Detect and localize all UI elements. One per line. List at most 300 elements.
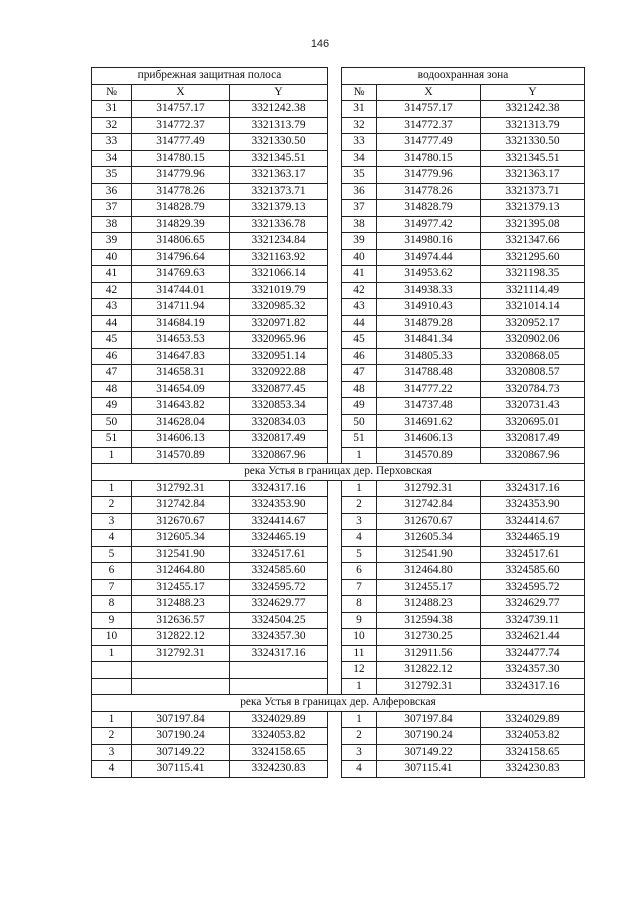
left-x-cell: 312636.57 xyxy=(132,612,230,629)
title-row xyxy=(92,68,585,85)
right-y-cell: 3324158.65 xyxy=(481,744,585,761)
table-row xyxy=(92,365,585,382)
right-y-cell: 3320784.73 xyxy=(481,381,585,398)
left-y-cell: 3324585.60 xyxy=(230,563,328,580)
left-x-cell: 314829.39 xyxy=(132,216,230,233)
right-num-cell: 3 xyxy=(342,513,377,530)
column-gap xyxy=(328,101,342,118)
left-num-cell: 4 xyxy=(92,761,132,778)
right-y-cell: 3321242.38 xyxy=(481,101,585,118)
section-title: река Устья в границах дер. Алферовская xyxy=(92,695,585,712)
left-num-cell: 36 xyxy=(92,183,132,200)
table-body xyxy=(92,68,585,778)
left-x-cell: 314779.96 xyxy=(132,167,230,184)
table-row xyxy=(92,596,585,613)
left-num-cell: 3 xyxy=(92,744,132,761)
left-x-cell: 312792.31 xyxy=(132,645,230,662)
right-num-cell: 51 xyxy=(342,431,377,448)
left-y-cell: 3324595.72 xyxy=(230,579,328,596)
table-row xyxy=(92,332,585,349)
right-y-cell: 3321330.50 xyxy=(481,134,585,151)
left-y-cell: 3320985.32 xyxy=(230,299,328,316)
left-y-cell: 3320965.96 xyxy=(230,332,328,349)
page-number: 146 xyxy=(310,38,330,50)
left-num-cell: 1 xyxy=(92,447,132,464)
right-x-cell: 307149.22 xyxy=(377,744,481,761)
table-row xyxy=(92,150,585,167)
left-y-cell: 3324357.30 xyxy=(230,629,328,646)
left-num-header: № xyxy=(92,84,132,101)
table-row xyxy=(92,579,585,596)
right-title: водоохранная зона xyxy=(342,68,585,85)
left-x-cell: 314744.01 xyxy=(132,282,230,299)
column-gap xyxy=(328,678,342,695)
left-num-cell: 46 xyxy=(92,348,132,365)
right-x-cell: 314779.96 xyxy=(377,167,481,184)
right-num-cell: 34 xyxy=(342,150,377,167)
left-y-cell: 3324317.16 xyxy=(230,645,328,662)
section-title-row xyxy=(92,695,585,712)
right-y-cell: 3324465.19 xyxy=(481,530,585,547)
column-gap xyxy=(328,216,342,233)
right-y-cell: 3320952.17 xyxy=(481,315,585,332)
table-row xyxy=(92,101,585,118)
column-gap xyxy=(328,546,342,563)
right-num-cell: 45 xyxy=(342,332,377,349)
table-row xyxy=(92,398,585,415)
left-y-cell: 3320834.03 xyxy=(230,414,328,431)
right-x-cell: 312822.12 xyxy=(377,662,481,679)
right-x-cell: 314780.15 xyxy=(377,150,481,167)
right-y-cell: 3324595.72 xyxy=(481,579,585,596)
right-num-cell: 49 xyxy=(342,398,377,415)
left-y-cell: 3324465.19 xyxy=(230,530,328,547)
left-x-cell: 312822.12 xyxy=(132,629,230,646)
right-num-header: № xyxy=(342,84,377,101)
left-x-cell: 307115.41 xyxy=(132,761,230,778)
right-y-cell: 3324621.44 xyxy=(481,629,585,646)
table-row xyxy=(92,645,585,662)
left-y-cell: 3321373.71 xyxy=(230,183,328,200)
table-row xyxy=(92,431,585,448)
right-y-cell: 3321295.60 xyxy=(481,249,585,266)
right-y-cell: 3320902.06 xyxy=(481,332,585,349)
table-row xyxy=(92,200,585,217)
right-x-cell: 307190.24 xyxy=(377,728,481,745)
left-num-cell: 9 xyxy=(92,612,132,629)
left-num-cell: 8 xyxy=(92,596,132,613)
table-row xyxy=(92,299,585,316)
right-x-cell: 314938.33 xyxy=(377,282,481,299)
left-num-cell: 1 xyxy=(92,645,132,662)
column-gap xyxy=(328,711,342,728)
left-x-cell: 307197.84 xyxy=(132,711,230,728)
left-y-cell: 3320877.45 xyxy=(230,381,328,398)
right-num-cell: 8 xyxy=(342,596,377,613)
column-gap xyxy=(328,513,342,530)
right-y-cell: 3324029.89 xyxy=(481,711,585,728)
column-gap xyxy=(328,282,342,299)
table-row xyxy=(92,414,585,431)
table-row xyxy=(92,233,585,250)
left-num-cell: 34 xyxy=(92,150,132,167)
right-num-cell: 33 xyxy=(342,134,377,151)
right-num-cell: 1 xyxy=(342,678,377,695)
left-y-cell: 3324517.61 xyxy=(230,546,328,563)
right-y-cell: 3320868.05 xyxy=(481,348,585,365)
left-num-cell xyxy=(92,678,132,695)
right-num-cell: 11 xyxy=(342,645,377,662)
left-num-cell: 2 xyxy=(92,728,132,745)
right-x-cell: 314953.62 xyxy=(377,266,481,283)
right-num-cell: 43 xyxy=(342,299,377,316)
right-x-cell: 314841.34 xyxy=(377,332,481,349)
right-y-cell: 3321114.49 xyxy=(481,282,585,299)
left-num-cell: 49 xyxy=(92,398,132,415)
left-y-cell: 3321330.50 xyxy=(230,134,328,151)
table-row xyxy=(92,761,585,778)
column-gap xyxy=(328,249,342,266)
column-gap xyxy=(328,183,342,200)
left-y-cell: 3320867.96 xyxy=(230,447,328,464)
table-row xyxy=(92,282,585,299)
section-title-row xyxy=(92,464,585,481)
left-x-cell: 314684.19 xyxy=(132,315,230,332)
left-x-cell: 314769.63 xyxy=(132,266,230,283)
left-x-cell: 312670.67 xyxy=(132,513,230,530)
left-x-cell: 314606.13 xyxy=(132,431,230,448)
column-gap xyxy=(328,414,342,431)
left-y-cell xyxy=(230,662,328,679)
column-gap xyxy=(328,629,342,646)
left-num-cell xyxy=(92,662,132,679)
right-x-cell: 312792.31 xyxy=(377,678,481,695)
left-y-cell: 3324414.67 xyxy=(230,513,328,530)
right-x-cell: 312742.84 xyxy=(377,497,481,514)
left-y-header: Y xyxy=(230,84,328,101)
column-gap xyxy=(328,266,342,283)
column-gap xyxy=(328,381,342,398)
right-num-cell: 5 xyxy=(342,546,377,563)
left-num-cell: 41 xyxy=(92,266,132,283)
column-gap xyxy=(328,447,342,464)
table-row xyxy=(92,183,585,200)
left-num-cell: 1 xyxy=(92,480,132,497)
right-x-cell: 314570.89 xyxy=(377,447,481,464)
right-x-cell: 312792.31 xyxy=(377,480,481,497)
right-x-cell: 314606.13 xyxy=(377,431,481,448)
right-num-cell: 32 xyxy=(342,117,377,134)
left-num-cell: 1 xyxy=(92,711,132,728)
left-y-cell: 3321019.79 xyxy=(230,282,328,299)
right-y-cell: 3320867.96 xyxy=(481,447,585,464)
right-y-cell: 3321347.66 xyxy=(481,233,585,250)
right-x-cell: 314772.37 xyxy=(377,117,481,134)
column-gap xyxy=(328,431,342,448)
right-y-cell: 3324230.83 xyxy=(481,761,585,778)
left-y-cell: 3324029.89 xyxy=(230,711,328,728)
column-gap xyxy=(328,299,342,316)
left-x-cell: 312541.90 xyxy=(132,546,230,563)
left-y-cell: 3324053.82 xyxy=(230,728,328,745)
right-num-cell: 38 xyxy=(342,216,377,233)
column-gap xyxy=(328,200,342,217)
table-row xyxy=(92,447,585,464)
left-x-cell: 314653.53 xyxy=(132,332,230,349)
right-y-cell: 3324353.90 xyxy=(481,497,585,514)
right-x-cell: 314828.79 xyxy=(377,200,481,217)
right-num-cell: 7 xyxy=(342,579,377,596)
left-x-cell: 307190.24 xyxy=(132,728,230,745)
right-x-header: X xyxy=(377,84,481,101)
left-y-cell: 3321336.78 xyxy=(230,216,328,233)
right-num-cell: 4 xyxy=(342,761,377,778)
left-x-cell: 312455.17 xyxy=(132,579,230,596)
right-x-cell: 314788.48 xyxy=(377,365,481,382)
left-num-cell: 3 xyxy=(92,513,132,530)
column-gap xyxy=(328,744,342,761)
right-num-cell: 1 xyxy=(342,480,377,497)
table-row xyxy=(92,216,585,233)
column-gap xyxy=(328,84,342,101)
table-row xyxy=(92,117,585,134)
table-row xyxy=(92,728,585,745)
column-gap xyxy=(328,167,342,184)
column-gap xyxy=(328,332,342,349)
table-row xyxy=(92,513,585,530)
left-x-cell: 314777.49 xyxy=(132,134,230,151)
column-gap xyxy=(328,398,342,415)
right-y-cell: 3321395.08 xyxy=(481,216,585,233)
right-x-cell: 312605.34 xyxy=(377,530,481,547)
left-x-header: X xyxy=(132,84,230,101)
left-x-cell: 312464.80 xyxy=(132,563,230,580)
column-gap xyxy=(328,761,342,778)
table-row xyxy=(92,348,585,365)
left-y-cell: 3320817.49 xyxy=(230,431,328,448)
left-num-cell: 7 xyxy=(92,579,132,596)
left-num-cell: 5 xyxy=(92,546,132,563)
left-num-cell: 4 xyxy=(92,530,132,547)
right-num-cell: 2 xyxy=(342,728,377,745)
table-row xyxy=(92,612,585,629)
left-x-cell: 312605.34 xyxy=(132,530,230,547)
right-num-cell: 3 xyxy=(342,744,377,761)
column-gap xyxy=(328,579,342,596)
right-x-cell: 314879.28 xyxy=(377,315,481,332)
table-row xyxy=(92,711,585,728)
column-gap xyxy=(328,480,342,497)
left-num-cell: 42 xyxy=(92,282,132,299)
right-num-cell: 10 xyxy=(342,629,377,646)
right-y-cell: 3321313.79 xyxy=(481,117,585,134)
left-num-cell: 47 xyxy=(92,365,132,382)
right-num-cell: 31 xyxy=(342,101,377,118)
left-num-cell: 45 xyxy=(92,332,132,349)
left-x-cell: 314658.31 xyxy=(132,365,230,382)
right-y-cell: 3320695.01 xyxy=(481,414,585,431)
table-row xyxy=(92,381,585,398)
right-num-cell: 1 xyxy=(342,711,377,728)
right-y-cell: 3324053.82 xyxy=(481,728,585,745)
right-x-cell: 307115.41 xyxy=(377,761,481,778)
left-y-cell: 3324504.25 xyxy=(230,612,328,629)
table-row xyxy=(92,744,585,761)
table-row xyxy=(92,546,585,563)
left-y-cell: 3321313.79 xyxy=(230,117,328,134)
left-x-cell: 314757.17 xyxy=(132,101,230,118)
left-x-cell: 312742.84 xyxy=(132,497,230,514)
right-x-cell: 314737.48 xyxy=(377,398,481,415)
right-y-cell: 3321379.13 xyxy=(481,200,585,217)
left-y-cell: 3320922.88 xyxy=(230,365,328,382)
right-num-cell: 36 xyxy=(342,183,377,200)
left-x-cell: 314711.94 xyxy=(132,299,230,316)
right-num-cell: 46 xyxy=(342,348,377,365)
right-x-cell: 314691.62 xyxy=(377,414,481,431)
header-row xyxy=(92,84,585,101)
column-gap xyxy=(328,497,342,514)
table-row xyxy=(92,315,585,332)
column-gap xyxy=(328,612,342,629)
left-x-cell: 314778.26 xyxy=(132,183,230,200)
table-row xyxy=(92,530,585,547)
right-x-cell: 312911.56 xyxy=(377,645,481,662)
left-x-cell: 312792.31 xyxy=(132,480,230,497)
left-num-cell: 6 xyxy=(92,563,132,580)
right-y-cell: 3320817.49 xyxy=(481,431,585,448)
left-x-cell: 314780.15 xyxy=(132,150,230,167)
right-y-cell: 3324517.61 xyxy=(481,546,585,563)
left-y-cell: 3324158.65 xyxy=(230,744,328,761)
right-x-cell: 312541.90 xyxy=(377,546,481,563)
right-x-cell: 312670.67 xyxy=(377,513,481,530)
left-x-cell: 307149.22 xyxy=(132,744,230,761)
left-x-cell: 314628.04 xyxy=(132,414,230,431)
table-row xyxy=(92,480,585,497)
right-num-cell: 42 xyxy=(342,282,377,299)
right-num-cell: 39 xyxy=(342,233,377,250)
right-y-cell: 3324414.67 xyxy=(481,513,585,530)
right-y-cell: 3324739.11 xyxy=(481,612,585,629)
table-row xyxy=(92,249,585,266)
left-y-cell: 3321345.51 xyxy=(230,150,328,167)
column-gap xyxy=(328,645,342,662)
table-row xyxy=(92,497,585,514)
left-x-cell: 314806.65 xyxy=(132,233,230,250)
left-y-cell: 3321242.38 xyxy=(230,101,328,118)
column-gap xyxy=(328,728,342,745)
left-num-cell: 43 xyxy=(92,299,132,316)
left-num-cell: 38 xyxy=(92,216,132,233)
left-num-cell: 35 xyxy=(92,167,132,184)
left-y-cell: 3324317.16 xyxy=(230,480,328,497)
table-row xyxy=(92,678,585,695)
left-title: прибрежная защитная полоса xyxy=(92,68,328,85)
coordinates-table xyxy=(91,67,585,778)
left-num-cell: 51 xyxy=(92,431,132,448)
right-x-cell: 314777.22 xyxy=(377,381,481,398)
right-y-cell: 3321373.71 xyxy=(481,183,585,200)
right-x-cell: 314805.33 xyxy=(377,348,481,365)
right-num-cell: 44 xyxy=(342,315,377,332)
left-y-cell: 3321234.84 xyxy=(230,233,328,250)
left-y-cell: 3324230.83 xyxy=(230,761,328,778)
right-x-cell: 314777.49 xyxy=(377,134,481,151)
table-row xyxy=(92,134,585,151)
left-num-cell: 10 xyxy=(92,629,132,646)
left-y-cell: 3320853.34 xyxy=(230,398,328,415)
left-x-cell: 314570.89 xyxy=(132,447,230,464)
right-y-cell: 3320808.57 xyxy=(481,365,585,382)
right-num-cell: 48 xyxy=(342,381,377,398)
right-x-cell: 314980.16 xyxy=(377,233,481,250)
left-num-cell: 50 xyxy=(92,414,132,431)
right-x-cell: 314757.17 xyxy=(377,101,481,118)
right-x-cell: 314778.26 xyxy=(377,183,481,200)
right-num-cell: 47 xyxy=(342,365,377,382)
right-x-cell: 307197.84 xyxy=(377,711,481,728)
column-gap xyxy=(328,530,342,547)
left-num-cell: 31 xyxy=(92,101,132,118)
left-y-cell: 3324629.77 xyxy=(230,596,328,613)
left-y-cell: 3321379.13 xyxy=(230,200,328,217)
left-y-cell: 3324353.90 xyxy=(230,497,328,514)
left-num-cell: 32 xyxy=(92,117,132,134)
left-x-cell: 314828.79 xyxy=(132,200,230,217)
table-row xyxy=(92,266,585,283)
right-num-cell: 35 xyxy=(342,167,377,184)
table-row xyxy=(92,563,585,580)
right-num-cell: 4 xyxy=(342,530,377,547)
right-y-header: Y xyxy=(481,84,585,101)
left-num-cell: 48 xyxy=(92,381,132,398)
column-gap xyxy=(328,348,342,365)
left-y-cell xyxy=(230,678,328,695)
right-num-cell: 1 xyxy=(342,447,377,464)
column-gap xyxy=(328,596,342,613)
left-x-cell: 314647.83 xyxy=(132,348,230,365)
right-x-cell: 314974.44 xyxy=(377,249,481,266)
right-y-cell: 3321363.17 xyxy=(481,167,585,184)
left-y-cell: 3320951.14 xyxy=(230,348,328,365)
table-row xyxy=(92,629,585,646)
right-y-cell: 3320731.43 xyxy=(481,398,585,415)
right-x-cell: 312464.80 xyxy=(377,563,481,580)
right-y-cell: 3324629.77 xyxy=(481,596,585,613)
left-x-cell: 314643.82 xyxy=(132,398,230,415)
left-x-cell: 312488.23 xyxy=(132,596,230,613)
right-num-cell: 9 xyxy=(342,612,377,629)
right-x-cell: 312594.38 xyxy=(377,612,481,629)
right-num-cell: 50 xyxy=(342,414,377,431)
right-num-cell: 6 xyxy=(342,563,377,580)
right-y-cell: 3324477.74 xyxy=(481,645,585,662)
left-x-cell xyxy=(132,662,230,679)
column-gap xyxy=(328,134,342,151)
column-gap xyxy=(328,150,342,167)
column-gap xyxy=(328,662,342,679)
left-x-cell: 314796.64 xyxy=(132,249,230,266)
right-num-cell: 41 xyxy=(342,266,377,283)
left-num-cell: 2 xyxy=(92,497,132,514)
right-num-cell: 40 xyxy=(342,249,377,266)
left-num-cell: 40 xyxy=(92,249,132,266)
column-gap xyxy=(328,117,342,134)
column-gap xyxy=(328,68,342,85)
right-x-cell: 314977.42 xyxy=(377,216,481,233)
right-y-cell: 3324317.16 xyxy=(481,678,585,695)
